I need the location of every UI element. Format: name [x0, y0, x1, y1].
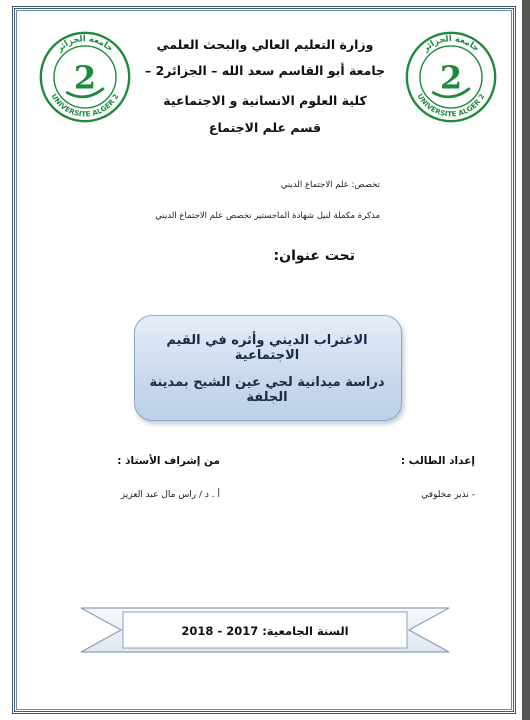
prepared-by-label: إعداد الطالب : — [400, 455, 475, 467]
thesis-title: الاغتراب الديني وأثره في القيم الاجتماعية — [166, 333, 368, 363]
student-name: - نذير مخلوفي — [421, 490, 475, 500]
seal-top-text: جامعة الجزائر — [54, 33, 116, 54]
under-title-label: تحت عنوان: — [273, 248, 355, 264]
svg-text:جامعة الجزائر — [420, 33, 482, 54]
specialty-line: تخصص: علم الاجتماع الديني — [280, 180, 380, 190]
seal-emblem: 2 — [73, 58, 97, 97]
memo-line: مذكرة مكملة لنيل شهادة الماجستير تخصص علم الاجتماع الديني — [155, 211, 380, 221]
university-seal-left — [38, 30, 132, 124]
seal-bottom-text: UNIVERSITE ALGER 2 — [415, 92, 487, 119]
university-name: جامعة أبو القاسم سعد الله – الجزائر2 – — [144, 63, 386, 78]
supervised-by-label: من إشراف الأستاذ : — [117, 455, 220, 467]
page-shadow — [522, 0, 530, 720]
seal-bottom-text: UNIVERSITE ALGER 2 — [49, 92, 121, 119]
ministry-name: وزارة التعليم العالي والبحث العلمي — [156, 37, 374, 52]
supervisor-name: أ . د / راس مال عبد العزيز — [120, 490, 220, 500]
seal-emblem: 2 — [439, 58, 463, 97]
thesis-subtitle: دراسة ميدانية لحي عين الشيح بمدينة الجلفة — [149, 375, 385, 405]
university-seal-right — [404, 30, 498, 124]
department-name: قسم علم الاجتماع — [208, 120, 322, 135]
seal-top-text: جامعة الجزائر — [420, 33, 482, 54]
academic-year: السنة الجامعية: 2017 - 2018 — [181, 624, 349, 638]
svg-text:جامعة الجزائر — [54, 33, 116, 54]
thesis-title-box — [134, 315, 402, 421]
faculty-name: كلية العلوم الانسانية و الاجتماعية — [163, 93, 367, 108]
